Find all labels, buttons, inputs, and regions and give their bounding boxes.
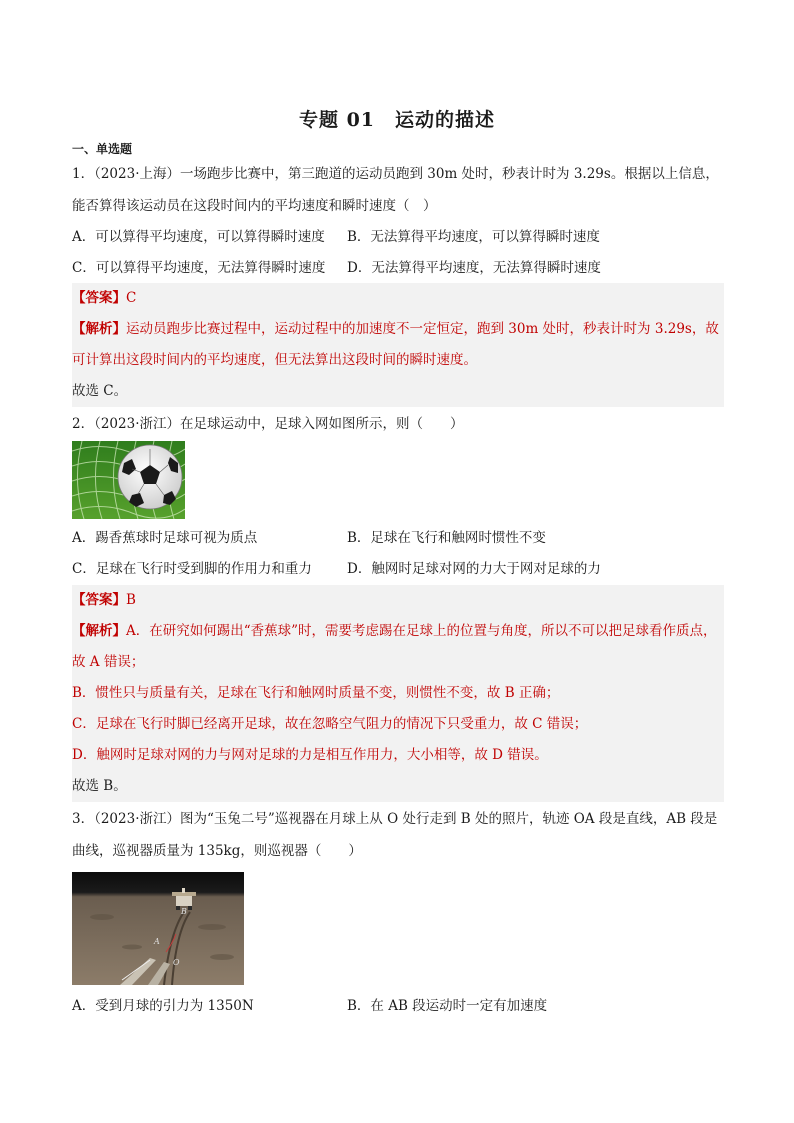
q2-option-d: D．触网时足球对网的力大于网对足球的力 [347, 561, 601, 577]
q3-option-b: B．在 AB 段运动时一定有加速度 [347, 998, 548, 1014]
soccer-ball-image [72, 441, 185, 519]
q2-option-b: B．足球在飞行和触网时惯性不变 [347, 530, 546, 546]
page-title: 专题 01 运动的描述 [298, 109, 496, 131]
lunar-rover-image [72, 872, 244, 985]
q1-analysis-tag: 【解析】 [72, 321, 126, 337]
q2-answer-tag: 【答案】 [72, 592, 126, 608]
q2-analysis-c: C．足球在飞行时脚已经离开足球，故在忽略空气阻力的情况下只受重力，故 C 错误； [72, 716, 588, 732]
q1-option-b: B．无法算得平均速度，可以算得瞬时速度 [347, 229, 600, 245]
q2-analysis-a: A．在研究如何踢出“香蕉球”时，需要考虑踢在足球上的位置与角度，所以不可以把足球看作质点，故 A 错误； [72, 623, 717, 670]
label-b: B [181, 907, 187, 916]
q2-choose: 故选 B。 [72, 778, 127, 794]
q2-answer: B [126, 592, 136, 608]
q2-option-a: A．踢香蕉球时足球可视为质点 [72, 530, 258, 546]
q1-choose: 故选 C。 [72, 383, 128, 399]
q1-option-d: D．无法算得平均速度，无法算得瞬时速度 [347, 260, 601, 276]
q1-answer-box [72, 283, 724, 407]
q2-option-c: C．足球在飞行时受到脚的作用力和重力 [72, 561, 312, 577]
q1-option-a: A．可以算得平均速度，可以算得瞬时速度 [72, 229, 325, 245]
question-3-options [72, 991, 724, 1022]
question-2-options [72, 523, 724, 585]
question-2-stem: 2．（2023·浙江）在足球运动中，足球入网如图所示，则（ ） [72, 416, 464, 432]
q1-answer-tag: 【答案】 [72, 290, 126, 306]
question-3-stem: 3．（2023·浙江）图为“玉兔二号”巡视器在月球上从 O 处行走到 B 处的照片，轨迹 OA 段是直线，AB 段是曲线，巡视器质量为 135kg，则巡视器（ ） [72, 811, 718, 859]
question-1-stem: 1．（2023·上海）一场跑步比赛中，第三跑道的运动员跑到 30m 处时，秒表计时为 3.29s。根据以上信息，能否算得该运动员在这段时间内的平均速度和瞬时速度（ ） [72, 166, 719, 214]
label-o: O [173, 958, 180, 967]
q1-option-c: C．可以算得平均速度，无法算得瞬时速度 [72, 260, 326, 276]
q2-answer-box [72, 585, 724, 802]
q3-option-a: A．受到月球的引力为 1350N [72, 998, 254, 1014]
q2-analysis-d: D．触网时足球对网的力与网对足球的力是相互作用力，大小相等，故 D 错误。 [72, 747, 548, 763]
label-a: A [154, 937, 160, 946]
q2-analysis-b: B．惯性只与质量有关，足球在飞行和触网时质量不变，则惯性不变，故 B 正确； [72, 685, 560, 701]
section-heading: 一、单选题 [72, 142, 133, 156]
question-1-options [72, 222, 724, 284]
q1-answer: C [126, 290, 137, 306]
q1-analysis: 运动员跑步比赛过程中，运动过程中的加速度不一定恒定，跑到 30m 处时，秒表计时为 3.29s，故可计算出这段时间内的平均速度，但无法算出这段时间的瞬时速度。 [72, 321, 719, 368]
q2-analysis-tag: 【解析】 [72, 623, 126, 639]
